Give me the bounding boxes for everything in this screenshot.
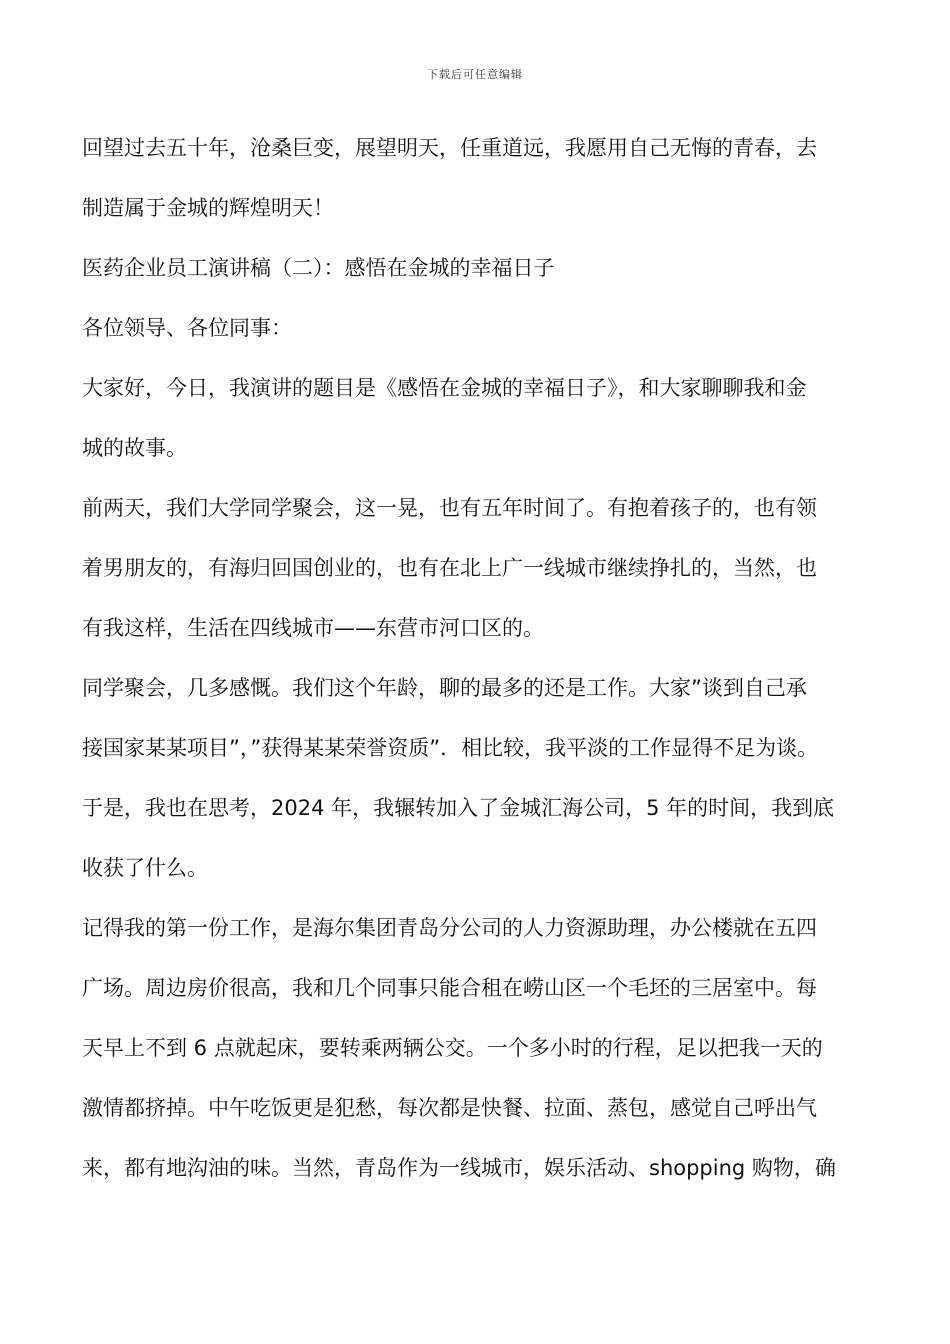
text-line: 制造属于金城的辉煌明天！ [82, 196, 334, 220]
text-line: 前两天，我们大学同学聚会，这一晃，也有五年时间了。有抱着孩子的，也有领 [82, 496, 817, 520]
document-body [82, 118, 882, 1198]
text-line: 城的故事。 [82, 436, 187, 460]
text-line: 回望过去五十年，沧桑巨变，展望明天，任重道远，我愿用自己无悔的青春，去 [82, 136, 817, 160]
text-line: 广场。周边房价很高，我和几个同事只能合租在崂山区一个毛坯的三居室中。每 [82, 976, 817, 1000]
text-line: 激情都挤掉。中午吃饭更是犯愁，每次都是快餐、拉面、蒸包，感觉自己呼出气 [82, 1096, 817, 1120]
text-line: 于是，我也在思考，2024 年，我辗转加入了金城汇海公司，5 年的时间，我到底 [82, 796, 835, 820]
text-line: 同学聚会，几多感慨。我们这个年龄，聊的最多的还是工作。大家”谈到自己承 [82, 676, 807, 700]
text-line: 来，都有地沟油的味。当然，青岛作为一线城市，娱乐活动、shopping 购物，确 [82, 1156, 836, 1180]
text-line: 天早上不到 6 点就起床，要转乘两辆公交。一个多小时的行程，足以把我一天的 [82, 1036, 823, 1060]
salutation: 各位领导、各位同事： [82, 316, 292, 340]
text-line: 收获了什么。 [82, 856, 208, 880]
section-heading: 医药企业员工演讲稿（二）：感悟在金城的幸福日子 [82, 256, 555, 280]
text-line: 记得我的第一份工作，是海尔集团青岛分公司的人力资源助理，办公楼就在五四 [82, 916, 817, 940]
text-line: 有我这样，生活在四线城市——东营市河口区的。 [82, 616, 544, 640]
text-line: 接国家某某项目”，”获得某某荣誉资质”．相比较，我平淡的工作显得不足为谈。 [82, 736, 819, 760]
text-line: 大家好，今日，我演讲的题目是《感悟在金城的幸福日子》，和大家聊聊我和金 [82, 376, 807, 400]
page-header: 下载后可任意编辑 [427, 68, 523, 81]
text-line: 着男朋友的，有海归回国创业的，也有在北上广一线城市继续挣扎的，当然，也 [82, 556, 817, 580]
